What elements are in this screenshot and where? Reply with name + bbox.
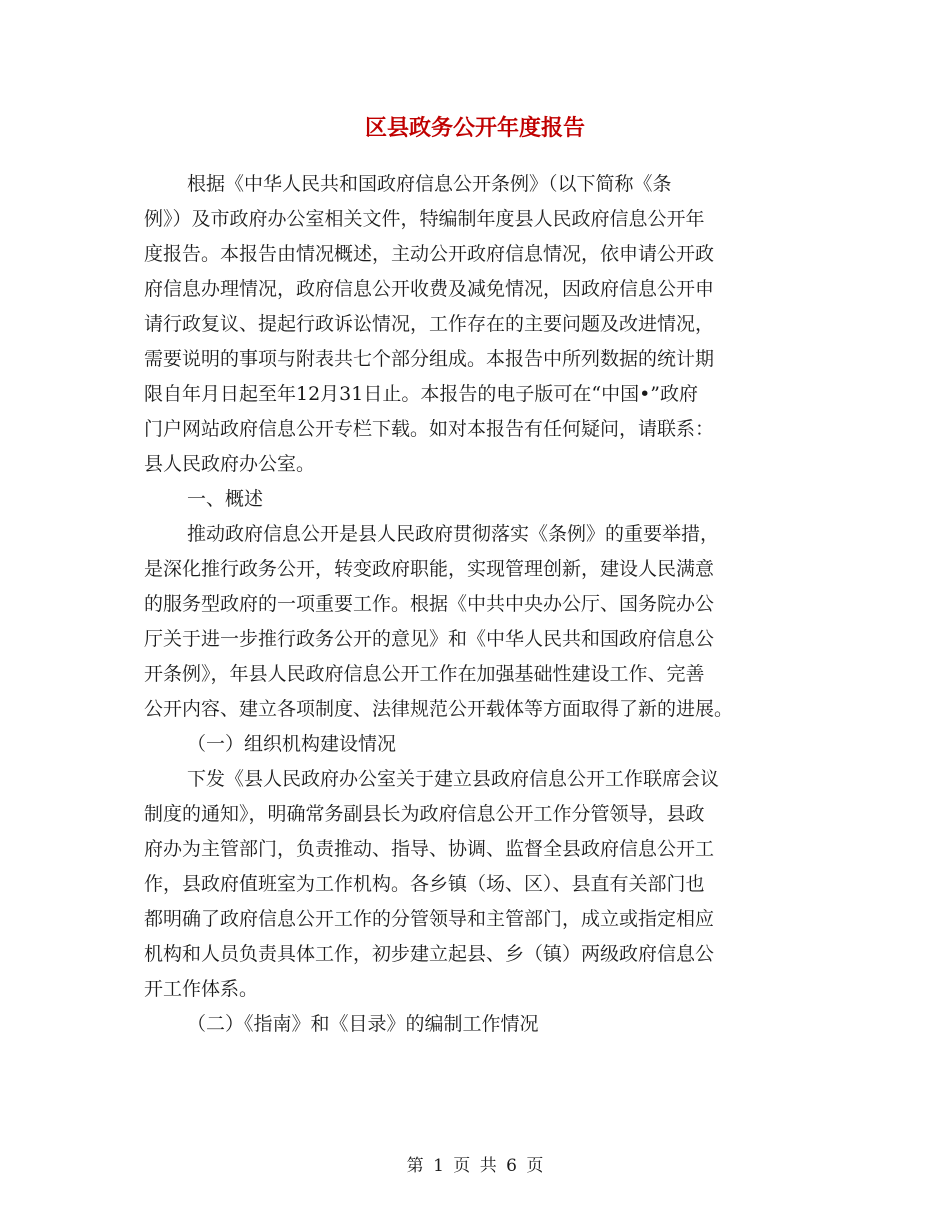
section-heading: 一、概述 (187, 488, 264, 510)
paragraph-line: 是深化推行政务公开，转变政府职能，实现管理创新，建设人民满意 (144, 558, 715, 580)
paragraph-line: 机构和人员负责具体工作，初步建立起县、乡（镇）两级政府信息公 (144, 943, 715, 965)
paragraph-line: 开条例》，年县人民政府信息公开工作在加强基础性建设工作、完善 (144, 663, 705, 685)
paragraph-line: 门户网站政府信息公开专栏下载。如对本报告有任何疑问，请联系： (144, 418, 715, 440)
paragraph-line: 的服务型政府的一项重要工作。根据《中共中央办公厅、国务院办公 (144, 593, 715, 615)
page-title: 区县政务公开年度报告 (364, 115, 585, 141)
paragraph-line: 例》）及市政府办公室相关文件，特编制年度县人民政府信息公开年 (144, 208, 705, 230)
page-number-footer: 第 1 页 共 6 页 (406, 1156, 544, 1176)
subsection-heading: （一）组织机构建设情况 (187, 733, 397, 755)
paragraph-line: 作，县政府值班室为工作机构。各乡镇（场、区）、县直有关部门也 (144, 873, 705, 895)
paragraph-line: 请行政复议、提起行政诉讼情况，工作存在的主要问题及改进情况， (144, 313, 715, 335)
paragraph-line: 需要说明的事项与附表共七个部分组成。本报告中所列数据的统计期 (144, 348, 715, 370)
paragraph-line: 厅关于进一步推行政务公开的意见》和《中华人民共和国政府信息公 (144, 628, 715, 650)
paragraph-line: 制度的通知》，明确常务副县长为政府信息公开工作分管领导，县政 (144, 803, 705, 825)
paragraph-line: 府信息办理情况，政府信息公开收费及减免情况，因政府信息公开申 (144, 278, 715, 300)
paragraph-line: 都明确了政府信息公开工作的分管领导和主管部门，成立或指定相应 (144, 908, 715, 930)
paragraph-line: 公开内容、建立各项制度、法律规范公开载体等方面取得了新的进展。 (144, 698, 734, 720)
paragraph-line: 度报告。本报告由情况概述，主动公开政府信息情况，依申请公开政 (144, 243, 715, 265)
paragraph-line: 县人民政府办公室。 (144, 453, 316, 475)
paragraph-line: 推动政府信息公开是县人民政府贯彻落实《条例》的重要举措， (187, 523, 720, 545)
paragraph-line: 开工作体系。 (144, 978, 259, 1000)
subsection-heading: （二）《指南》和《目录》的编制工作情况 (187, 1013, 539, 1035)
paragraph-line: 下发《县人民政府办公室关于建立县政府信息公开工作联席会议 (187, 768, 720, 790)
paragraph-line: 根据《中华人民共和国政府信息公开条例》（以下简称《条 (187, 173, 672, 195)
paragraph-line: 限自年月日起至年12月31日止。本报告的电子版可在“中国•”政府 (144, 383, 698, 405)
paragraph-line: 府办为主管部门，负责推动、指导、协调、监督全县政府信息公开工 (144, 838, 715, 860)
